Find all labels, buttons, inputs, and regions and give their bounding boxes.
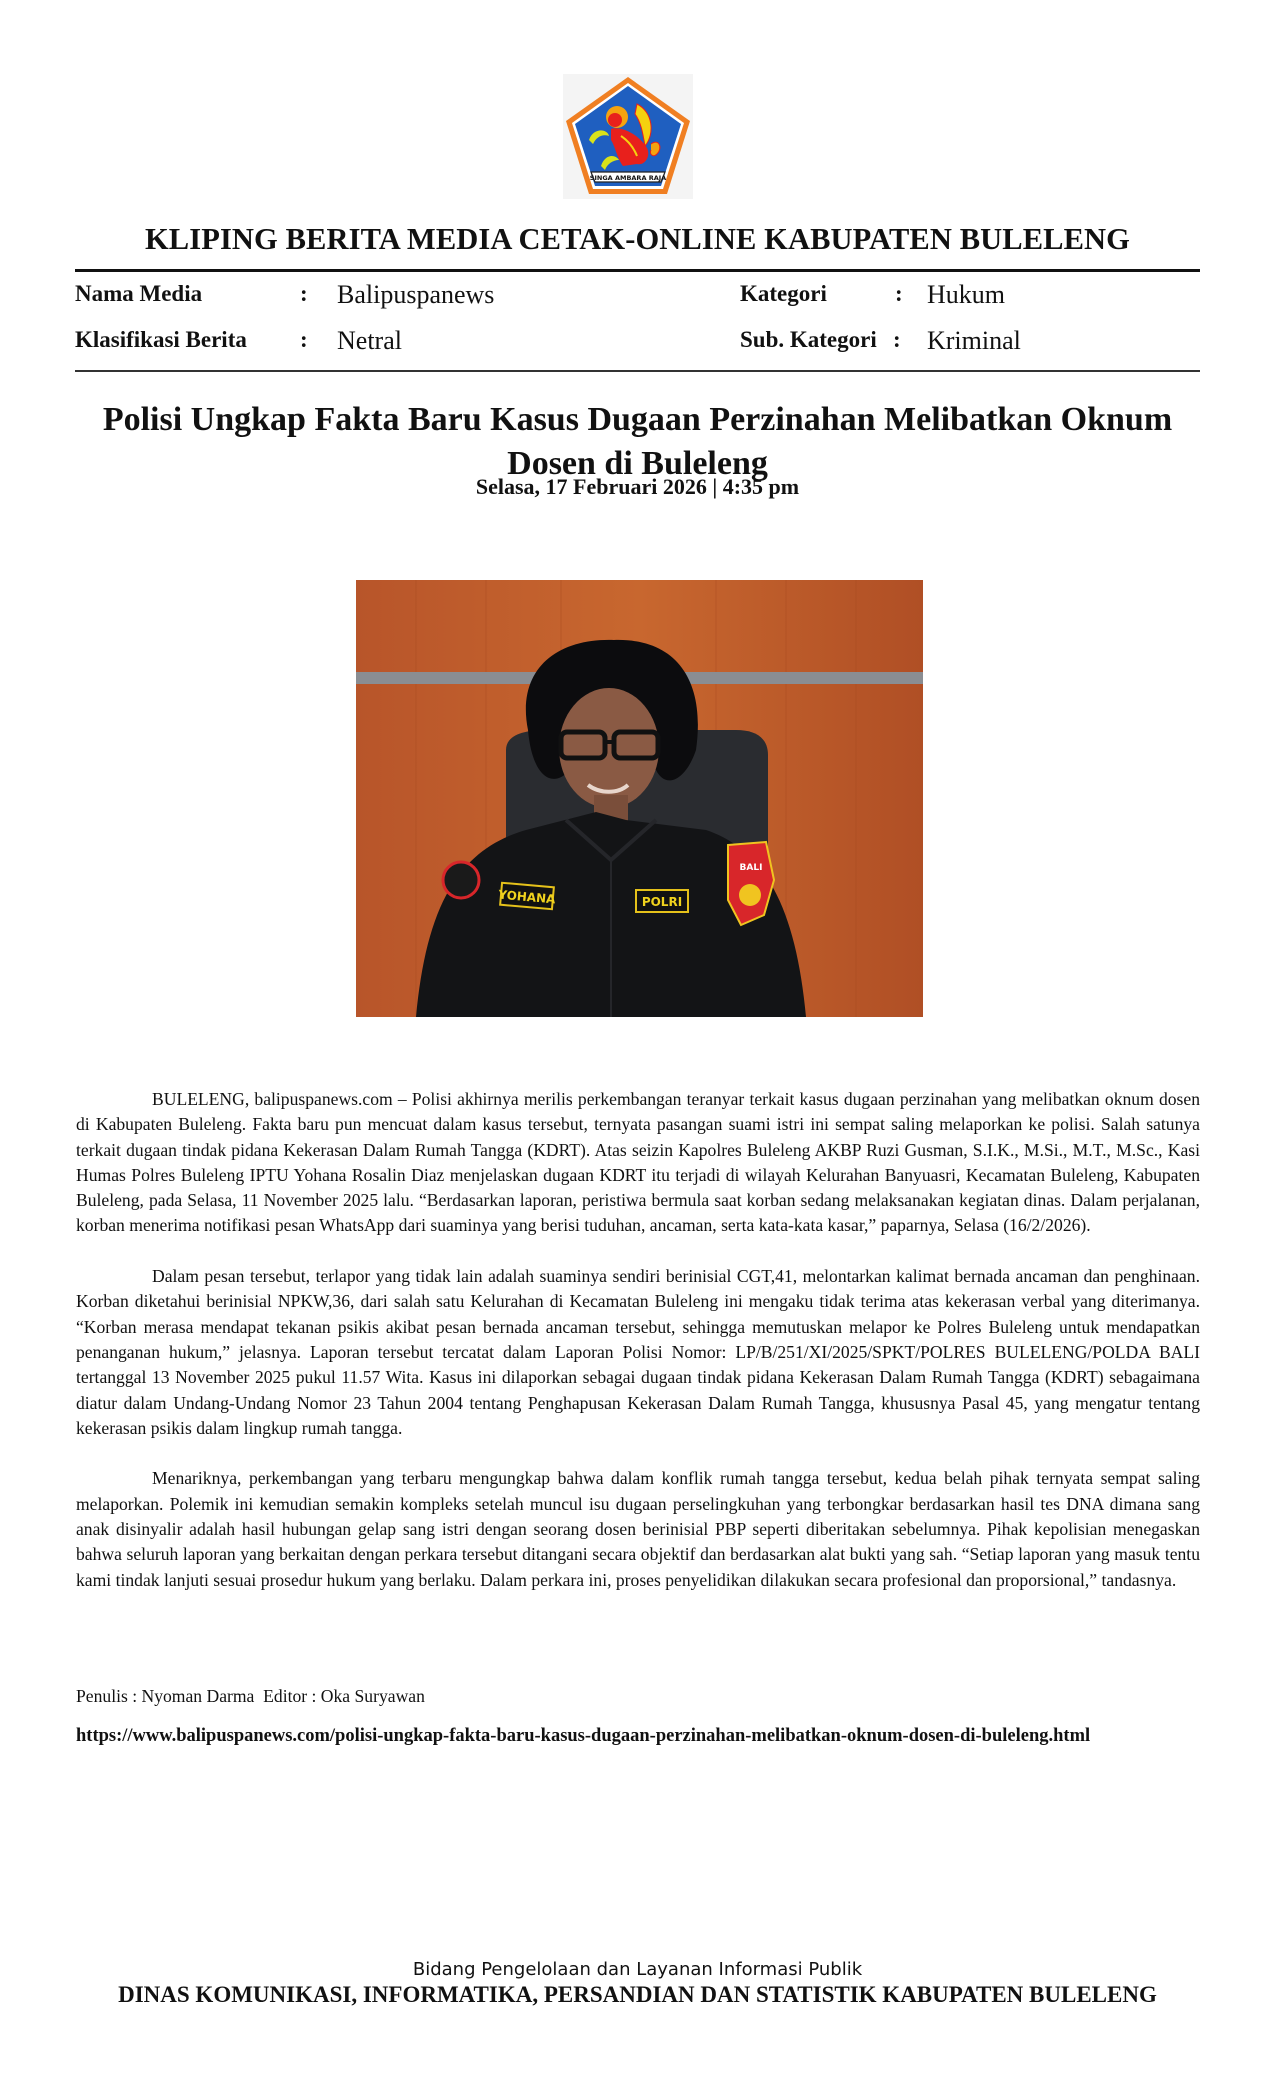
header-divider-bottom — [75, 370, 1200, 372]
photo-chest-tag: POLRI — [641, 895, 683, 909]
article-body — [76, 1087, 1200, 1618]
meta-label-subcategory: Sub. Kategori — [740, 327, 877, 352]
meta-label-classification: Klasifikasi Berita — [75, 327, 247, 352]
meta-colon: : — [893, 327, 901, 352]
meta-value-subcategory: Kriminal — [927, 326, 1021, 355]
article-paragraph: BULELENG, balipuspanews.com – Polisi akhirnya merilis perkembangan teranyar terkait kasus dugaan perzinahan yang melibatkan oknum dosen di Kabupaten Buleleng. Fakta baru pun mencuat dalam kasus tersebut, ternyata pasangan suami istri ini sempat saling melaporkan ke polisi. Salah satunya terkait dugaan tindak pidana Kekerasan Dalam Rumah Tangga (KDRT). Atas seizin Kapolres Buleleng AKBP Ruzi Gusman, S.I.K., M.Si., M.T., M.Sc., Kasi Humas Polres Buleleng IPTU Yohana Rosalin Diaz menjelaskan dugaan KDRT itu terjadi di wilayah Kelurahan Banyuasri, Kecamatan Buleleng, Kabupaten Buleleng, pada Selasa, 11 November 2025 lalu. “Berdasarkan laporan, peristiwa bermula saat korban sedang melaksanakan kegiatan dinas. Dalam perjalanan, korban menerima notifikasi pesan WhatsApp dari suaminya yang berisi tuduhan, ancaman, serta kata-kata kasar,” paparnya, Selasa (16/2/2026). — [76, 1089, 1200, 1236]
crest-motto: SINGA AMBARA RAJA — [589, 174, 667, 182]
footer-unit: Bidang Pengelolaan dan Layanan Informasi Publik — [412, 1959, 863, 1980]
article-attribution: Penulis : Nyoman Darma Editor : Oka Suryawan — [76, 1686, 425, 1706]
article-paragraph: Dalam pesan tersebut, terlapor yang tidak lain adalah suaminya sendiri berinisial CGT,41, melontarkan kalimat bernada ancaman dan penghinaan. Korban diketahui berinisial NPKW,36, dari salah satu Kelurahan di Kecamatan Buleleng ini mengaku tidak terima atas kekerasan verbal yang diterimanya. “Korban merasa mendapat tekanan psikis akibat pesan bernada ancaman tersebut, sehingga memutuskan melapor ke Polres Buleleng untuk mendapatkan penanganan hukum,” jelasnya. Laporan tersebut tercatat dalam Laporan Polisi Nomor: LP/B/251/XI/2025/SPKT/POLRES BULELENG/POLDA BALI tertanggal 13 November 2025 pukul 11.57 Wita. Kasus ini dilaporkan sebagai dugaan tindak pidana Kekerasan Dalam Rumah Tangga (KDRT) sebagaimana diatur dalam Undang-Undang Nomor 23 Tahun 2004 tentang Penghapusan Kekerasan Dalam Rumah Tangga, khususnya Pasal 45, yang mengatur tentang kekerasan psikis dalam lingkup rumah tangga. — [76, 1266, 1200, 1438]
page-title: KLIPING BERITA MEDIA CETAK-ONLINE KABUPATEN BULELENG — [144, 222, 1131, 256]
article-paragraph: Menariknya, perkembangan yang terbaru mengungkap bahwa dalam konflik rumah tangga tersebut, kedua belah pihak ternyata sempat saling melaporkan. Polemik ini kemudian semakin kompleks setelah muncul isu dugaan perselingkuhan yang terbongkar berdasarkan hasil tes DNA dimana sang anak disinyalir adalah hasil hubungan gelap sang istri dengan seorang dosen berinisial PBP seperti diberitakan sebelumnya. Pihak kepolisian menegaskan bahwa seluruh laporan yang berkaitan dengan perkara tersebut ditangani secara objektif dan berdasarkan alat bukti yang sah. “Setiap laporan yang masuk tentu kami tindak lanjuti sesuai prosedur hukum yang berlaku. Dalam perkara ini, proses penyelidikan dilakukan secara profesional dan proporsional,” tandasnya. — [76, 1468, 1200, 1590]
meta-colon: : — [895, 281, 903, 306]
photo-name-tag: YOHANA — [497, 887, 556, 907]
article-date: Selasa, 17 Februari 2026 | 4:35 pm — [475, 474, 800, 499]
meta-colon: : — [300, 327, 308, 352]
meta-colon: : — [300, 281, 308, 306]
meta-value-media: Balipuspanews — [337, 280, 495, 309]
footer-agency: DINAS KOMUNIKASI, INFORMATIKA, PERSANDIAN DAN STATISTIK KABUPATEN BULELENG — [118, 1982, 1157, 2007]
meta-value-classification: Netral — [337, 326, 402, 355]
meta-label-category: Kategori — [740, 281, 827, 306]
source-url-link[interactable]: https://www.balipuspanews.com/polisi-ungkap-fakta-baru-kasus-dugaan-perzinahan-melibatkan-oknum-dosen-di-buleleng.html — [76, 1726, 1091, 1746]
header-divider-top — [75, 269, 1200, 272]
meta-value-category: Hukum — [927, 280, 1005, 309]
article-photo — [356, 580, 923, 1017]
meta-label-media: Nama Media — [75, 281, 203, 306]
photo-shoulder-patch: BALI — [739, 863, 763, 873]
article-title: Polisi Ungkap Fakta Baru Kasus Dugaan Perzinahan Melibatkan Oknum Dosen di Buleleng — [102, 401, 1173, 482]
kabupaten-buleleng-crest-icon — [563, 74, 693, 199]
